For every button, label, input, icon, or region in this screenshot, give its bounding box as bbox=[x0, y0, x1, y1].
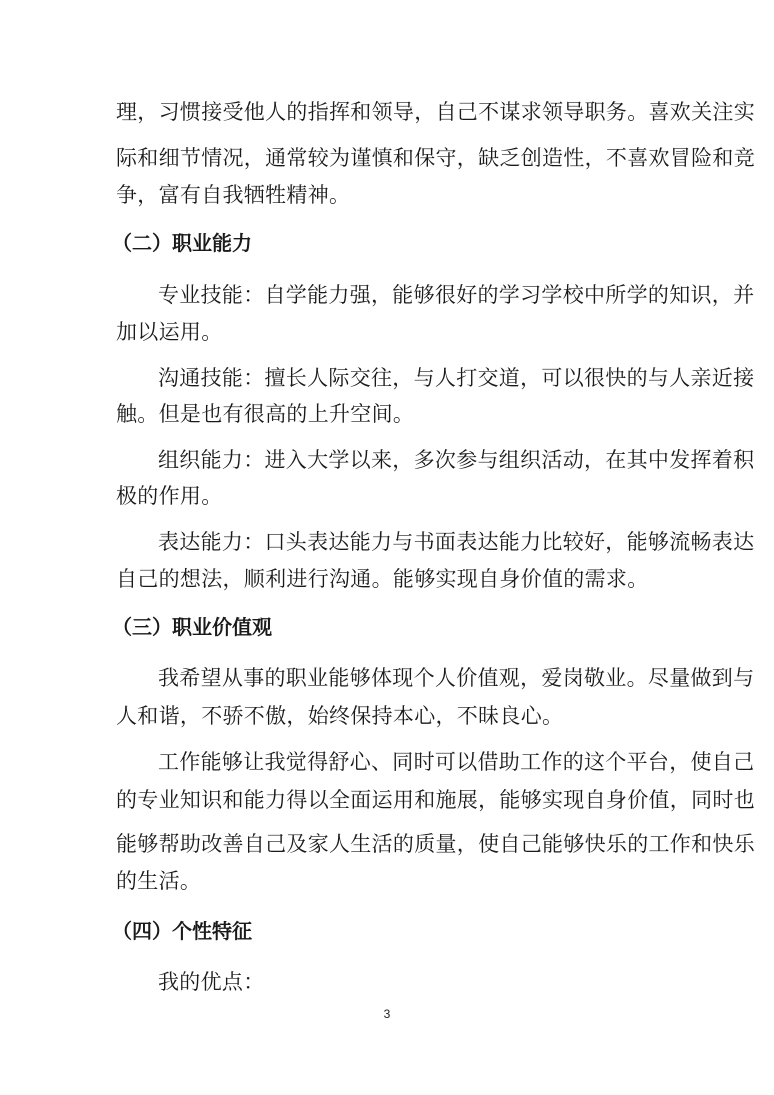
paragraph-line: 自己的想法，顺利进行沟通。能够实现自身价值的需求。 bbox=[116, 567, 649, 591]
paragraph-line: 能够帮助改善自己及家人生活的质量，使自己能够快乐的工作和快乐 bbox=[116, 832, 755, 856]
section-heading-career-ability: （二）职业能力 bbox=[112, 231, 252, 255]
paragraph-line: 表达能力：口头表达能力与书面表达能力比较好，能够流畅表达 bbox=[158, 530, 755, 554]
paragraph-line: 际和细节情况，通常较为谨慎和保守，缺乏创造性，不喜欢冒险和竞 bbox=[116, 146, 755, 170]
paragraph-line: 争，富有自我牺牲精神。 bbox=[116, 183, 351, 207]
paragraph-line: 组织能力：进入大学以来，多次参与组织活动，在其中发挥着积 bbox=[158, 448, 755, 472]
paragraph-line: 极的作用。 bbox=[116, 484, 223, 508]
paragraph-line: 专业技能：自学能力强，能够很好的学习学校中所学的知识，并 bbox=[158, 283, 755, 307]
paragraph-line: 我希望从事的职业能够体现个人价值观，爱岗敬业。尽量做到与 bbox=[158, 666, 755, 690]
paragraph-line: 理，习惯接受他人的指挥和领导，自己不谋求领导职务。喜欢关注实 bbox=[116, 100, 755, 124]
paragraph-line: 加以运用。 bbox=[116, 320, 223, 344]
page-number: 3 bbox=[383, 1007, 391, 1021]
paragraph-line: 工作能够让我觉得舒心、同时可以借助工作的这个平台，使自己 bbox=[158, 750, 755, 774]
paragraph-line: 沟通技能：擅长人际交往，与人打交道，可以很快的与人亲近接 bbox=[158, 366, 755, 390]
paragraph-line: 的专业知识和能力得以全面运用和施展，能够实现自身价值，同时也 bbox=[116, 788, 755, 812]
section-heading-career-values: （三）职业价值观 bbox=[112, 615, 272, 639]
paragraph-line: 我的优点： bbox=[158, 970, 265, 994]
section-heading-personality: （四）个性特征 bbox=[112, 919, 252, 943]
paragraph-line: 触。但是也有很高的上升空间。 bbox=[116, 402, 415, 426]
paragraph-line: 人和谐，不骄不傲，始终保持本心，不昧良心。 bbox=[116, 704, 564, 728]
paragraph-line: 的生活。 bbox=[116, 869, 202, 893]
